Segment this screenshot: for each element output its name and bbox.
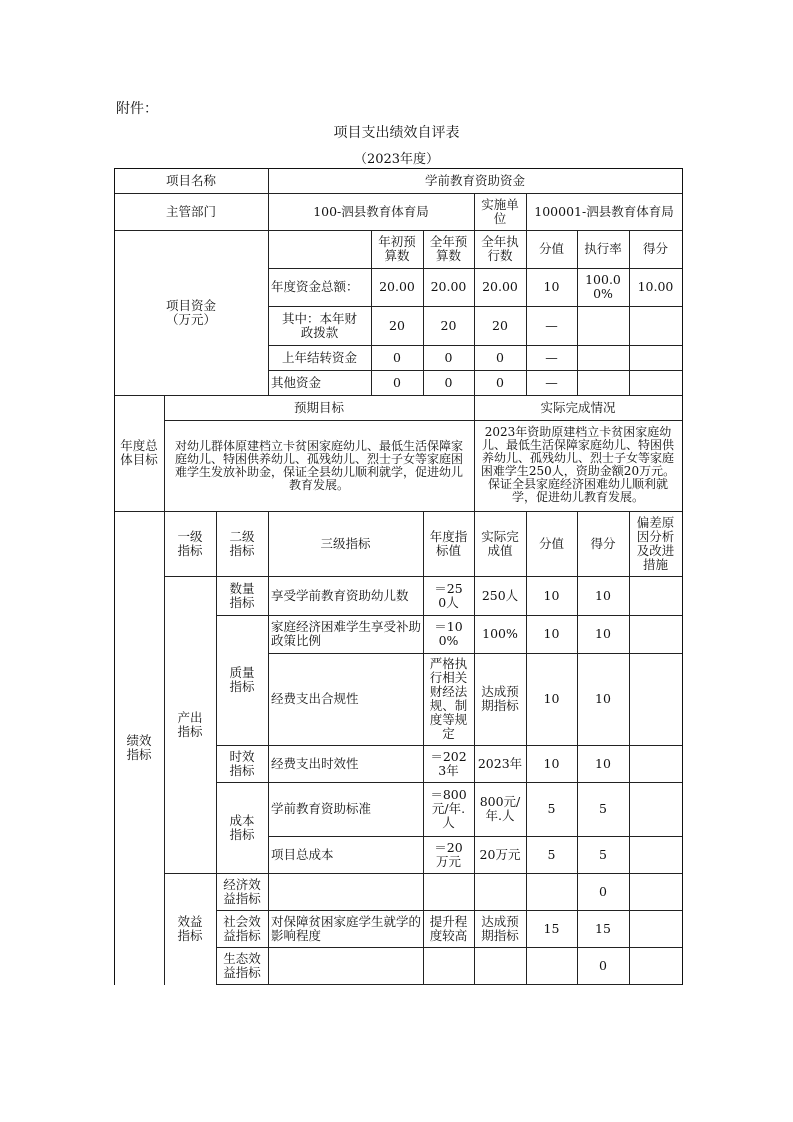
department-label: 主管部门 (165, 203, 216, 219)
level2-timeliness-indicator: 时效指标 (229, 748, 255, 778)
actual-completion-header: 实际完成情况 (540, 399, 616, 415)
indicator-target: ＝250人 (434, 580, 463, 610)
perf-header-level2: 二级指标 (229, 528, 255, 558)
funds-row-score-value: 10 (543, 279, 560, 294)
indicator-target: ＝20万元 (434, 839, 463, 869)
goals-section-label: 年度总体目标 (120, 438, 158, 467)
indicator-name (268, 873, 423, 910)
level1-benefit-indicator: 效益指标 (177, 914, 203, 943)
indicator-score: 0 (599, 957, 607, 973)
page-title: 项目支出绩效自评表 (333, 125, 460, 141)
indicator-score: 0 (599, 883, 607, 899)
indicator-actual: 达成预期指标 (481, 684, 519, 713)
indicator-name: 学前教育资助标准 (271, 801, 372, 816)
indicator-target: ＝800元/年.人 (430, 787, 467, 830)
level1-output-indicator: 产出指标 (177, 709, 203, 739)
year-subtitle: （2023年度） (353, 152, 440, 167)
implementing-unit-label: 实施单位 (481, 196, 519, 226)
indicator-name (268, 947, 423, 984)
level2-quality-indicator: 质量指标 (229, 665, 255, 694)
funds-row-score-value: — (545, 317, 558, 333)
funds-row-score (629, 306, 682, 345)
indicator-score-value: 5 (547, 801, 556, 816)
funds-row-full: 0 (444, 374, 453, 390)
indicator-score: 5 (599, 846, 607, 862)
funds-row-score-value: — (545, 374, 558, 390)
perf-header-target: 年度指标值 (429, 528, 468, 558)
department-value: 100-泗县教育体育局 (313, 203, 429, 219)
indicator-actual: 2023年 (477, 755, 523, 771)
indicator-actual (474, 873, 526, 910)
funds-row-exec: 20.00 (482, 279, 518, 294)
indicator-name: 家庭经济困难学生享受补助政策比例 (271, 619, 422, 648)
level2-quantity-indicator: 数量指标 (229, 580, 255, 610)
level2-economic-benefit-indicator: 经济效益指标 (223, 876, 261, 906)
perf-header-score-value: 分值 (538, 535, 564, 551)
indicator-score: 5 (599, 801, 607, 816)
funds-row-begin: 20.00 (379, 279, 415, 294)
funds-row-rate (577, 345, 629, 370)
actual-completion-text: 2023年资助原建档立卡贫困家庭幼儿、最低生活保障家庭幼儿、特困供养幼儿、孤残幼儿、烈士子女等家庭困难学生250人，资助金额20万元。保证全县家庭经济困难幼儿顺利就学，促进幼儿教育发展。 (480, 425, 676, 504)
funds-row-begin: 20 (389, 317, 405, 333)
indicator-actual: 达成预期指标 (481, 913, 519, 943)
funds-row-exec: 0 (496, 374, 504, 390)
funds-row-begin: 0 (393, 374, 401, 390)
indicator-actual: 20万元 (479, 846, 521, 862)
indicator-score-value (526, 947, 577, 984)
funds-row-exec: 0 (496, 349, 504, 365)
funds-header-score-value: 分值 (538, 241, 564, 256)
funds-row-full: 20.00 (430, 279, 467, 294)
funds-row-full: 20 (440, 317, 457, 333)
funds-header-begin: 年初预算数 (378, 234, 416, 263)
indicator-target: 提升程度较高 (429, 913, 468, 943)
funds-row-score: 10.00 (637, 279, 674, 294)
expected-goal-text: 对幼儿群体原建档立卡贫困家庭幼儿、最低生活保障家庭幼儿、特困供养幼儿、孤残幼儿、烈士子女等家庭困难学生发放补助金，保证全县幼儿顺利就学，促进幼儿教育发展。 (174, 438, 463, 492)
funds-header-full: 全年预算数 (429, 234, 468, 263)
indicator-score-value: 10 (543, 587, 560, 603)
funds-row-label: 其中：本年财政拨款 (282, 310, 358, 340)
funds-row-full: 0 (444, 349, 453, 365)
funds-row-score (629, 345, 682, 370)
level2-cost-indicator: 成本指标 (229, 812, 255, 842)
perf-header-actual: 实际完成值 (481, 528, 519, 558)
indicator-name: 享受学前教育资助幼儿数 (271, 587, 409, 603)
indicator-score-value: 10 (543, 691, 560, 706)
project-name-value: 学前教育资助资金 (424, 172, 525, 188)
perf-header-deviation: 偏差原因分析及改进措施 (636, 514, 675, 572)
indicator-score: 10 (595, 626, 611, 641)
funds-row-exec: 20 (492, 317, 508, 333)
indicator-target: 严格执行相关财经法规、制度等规定 (429, 656, 468, 741)
funds-header-score: 得分 (642, 241, 668, 256)
funds-row-label: 上年结转资金 (281, 349, 357, 365)
funds-row-rate: 100.00% (585, 272, 621, 301)
funds-row-begin: 0 (393, 349, 401, 365)
indicator-score-value: 10 (543, 755, 560, 771)
funds-header-exec: 全年执行数 (481, 234, 519, 263)
indicator-score: 10 (595, 691, 611, 706)
indicator-actual: 100% (482, 626, 518, 641)
indicator-name: 经费支出时效性 (271, 755, 359, 771)
performance-section-label: 绩效指标 (126, 733, 152, 762)
funds-row-rate (577, 306, 629, 345)
indicator-actual: 800元/年.人 (479, 794, 521, 823)
indicator-target: ＝2023年 (430, 748, 467, 778)
funds-row-score-value: — (545, 349, 558, 365)
level2-social-benefit-indicator: 社会效益指标 (223, 913, 261, 943)
indicator-score: 10 (595, 587, 611, 603)
indicator-actual (474, 947, 526, 984)
indicator-name: 项目总成本 (271, 846, 334, 862)
perf-header-score: 得分 (590, 535, 616, 551)
indicator-target: ＝100% (434, 619, 463, 648)
indicator-target (423, 947, 474, 984)
funds-row-rate (577, 370, 629, 395)
indicator-score-value: 5 (547, 846, 556, 862)
funds-header-rate: 执行率 (584, 241, 622, 256)
indicator-score-value: 10 (543, 626, 560, 641)
level2-ecological-benefit-indicator: 生态效益指标 (223, 950, 261, 980)
indicator-target (423, 873, 474, 910)
project-name-label: 项目名称 (165, 172, 216, 188)
indicator-score-value: 15 (543, 920, 560, 936)
indicator-score: 15 (595, 920, 611, 936)
indicator-name: 经费支出合规性 (271, 691, 359, 706)
indicator-actual: 250人 (481, 587, 519, 603)
expected-goal-header: 预期目标 (293, 399, 344, 415)
funds-section-label: 项目资金（万元） (165, 297, 216, 327)
attachment-label: 附件： (116, 101, 158, 117)
indicator-name: 对保障贫困家庭学生就学的影响程度 (271, 913, 422, 943)
implementing-unit-value: 100001-泗县教育体育局 (534, 203, 674, 219)
indicator-score-value (526, 873, 577, 910)
perf-header-level3: 三级指标 (320, 535, 371, 551)
funds-row-score (629, 370, 682, 395)
perf-header-level1: 一级指标 (177, 528, 203, 558)
indicator-score: 10 (595, 755, 611, 771)
funds-row-label: 年度资金总额： (271, 279, 359, 294)
funds-row-label: 其他资金 (271, 374, 322, 390)
